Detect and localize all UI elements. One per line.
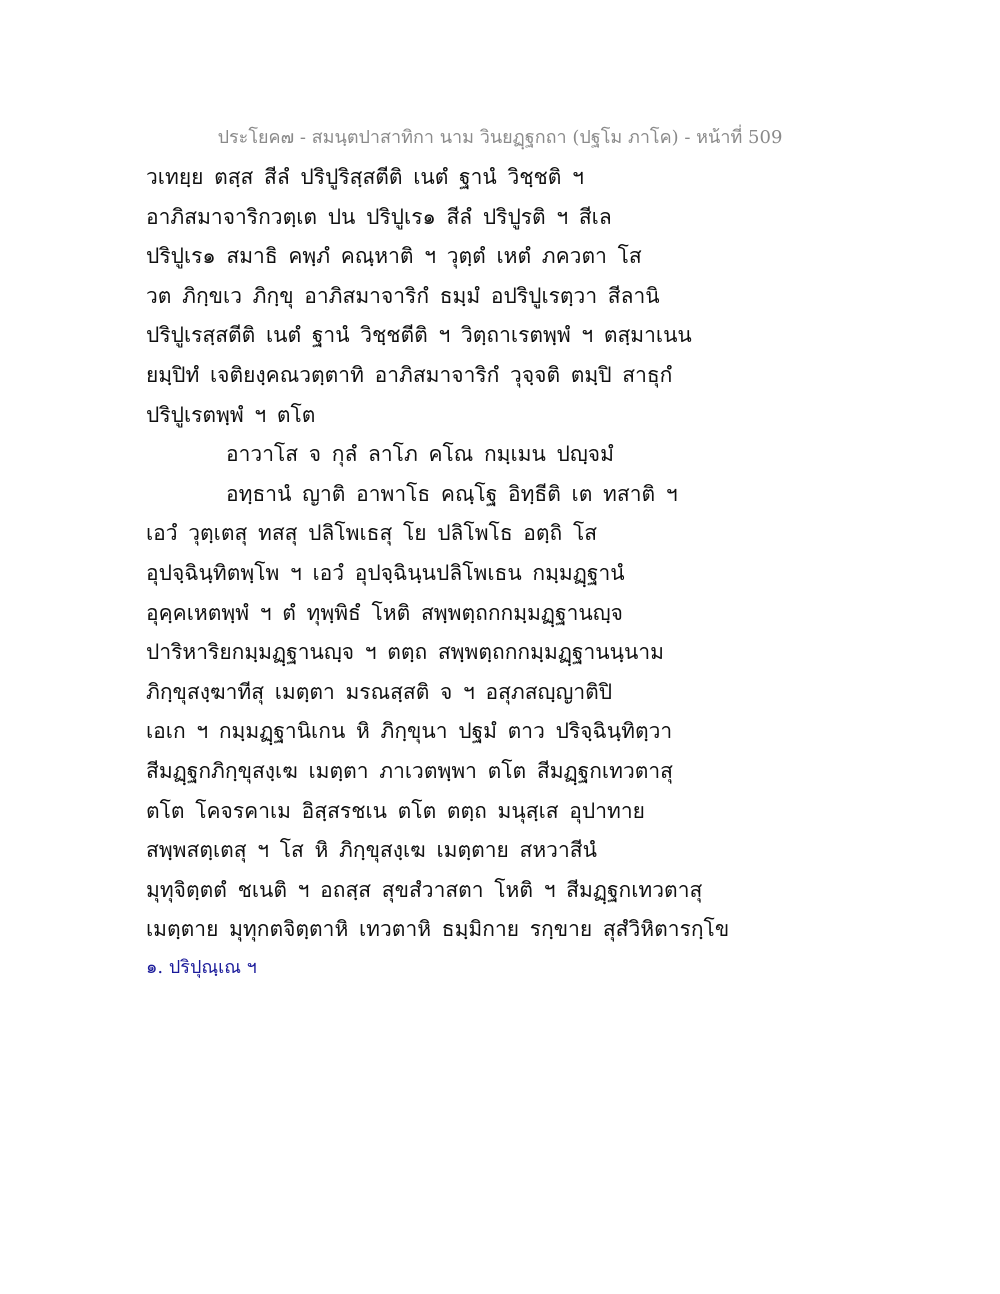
text-line: วต ภิกฺขเว ภิกฺขุ อาภิสมาจาริกํ ธมฺมํ อปริปูเรตฺวา สีลานิ: [146, 283, 660, 308]
text-line: มุทุจิตฺตตํ ชเนติ ฯ อถสฺส สุขสํวาสตา โหติ ฯ สีมฏฺฐกเทวตาสุ: [146, 877, 703, 902]
text-line: สพฺพสตฺเตสุ ฯ โส หิ ภิกฺขุสงฺเฆ เมตฺตาย สหวาสีนํ: [146, 838, 597, 863]
text-line: ปริปูเรตพฺพํ ฯ ตโต: [146, 402, 316, 427]
text-line: ปริปูเร๑ สมาธิ คพฺภํ คณฺหาติ ฯ วุตฺตํ เหตํ ภควตา โส: [146, 244, 642, 269]
text-line: เอวํ วุตฺเตสุ ทสสุ ปลิโพเธสุ โย ปลิโพโธ อตฺถิ โส: [146, 521, 598, 546]
text-line: ยมฺปิทํ เจติยงฺคณวตฺตาทิ อาภิสมาจาริกํ วุจฺจติ ตมฺปิ สาธุกํ: [146, 362, 673, 387]
page-header: ประโยค๗ - สมนฺตปาสาทิกา นาม วินยฏฺฐกถา (ปฐโม ภาโค) - หน้าที่ 509: [217, 127, 783, 148]
text-line: ตโต โคจรคาเม อิสฺสรชเน ตโต ตตฺถ มนุสฺเส อุปาทาย: [146, 798, 645, 823]
footnote: ๑. ปริปุณฺเณ ฯ: [146, 957, 257, 978]
text-line: เอเก ฯ กมฺมฏฺฐานิเกน หิ ภิกฺขุนา ปฐมํ ตาว ปริจฺฉินฺทิตฺวา: [146, 719, 673, 744]
text-line: ปาริหาริยกมฺมฏฺฐานญฺจ ฯ ตตฺถ สพฺพตฺถกกมฺมฏฺฐานนฺนาม: [146, 640, 665, 665]
body-text: [146, 158, 730, 950]
text-line: อาภิสมาจาริกวตฺเต ปน ปริปูเร๑ สีลํ ปริปูรติ ฯ สีเล: [146, 204, 612, 229]
verse-line: อทฺธานํ ญาติ อาพาโธ คณฺโฐ อิทฺธีติ เต ทสาติ ฯ: [226, 481, 678, 506]
text-line: ภิกฺขุสงฺฆาทีสุ เมตฺตา มรณสฺสติ จ ฯ อสุภสญฺญาติปิ: [146, 679, 613, 704]
text-line: เมตฺตาย มุทุกตจิตฺตาหิ เทวตาหิ ธมฺมิกาย รกฺขาย สุสํวิหิตารกฺโข: [146, 917, 730, 942]
text-line: สีมฏฺฐกภิกฺขุสงฺเฆ เมตฺตา ภาเวตพฺพา ตโต สีมฏฺฐกเทวตาสุ: [146, 758, 673, 783]
verse-line: อาวาโส จ กุลํ ลาโภ คโณ กมฺเมน ปญฺจมํ: [226, 442, 614, 467]
text-line: อุคฺคเหตพฺพํ ฯ ตํ ทุพฺพิธํ โหติ สพฺพตฺถกกมฺมฏฺฐานญฺจ: [146, 600, 623, 625]
text-line: อุปจฺฉินฺทิตพฺโพ ฯ เอวํ อุปจฺฉินฺนปลิโพเธน กมฺมฏฺฐานํ: [146, 560, 625, 585]
text-line: ปริปูเรสฺสตีติ เนตํ ฐานํ วิชฺชตีติ ฯ วิตฺถาเรตพฺพํ ฯ ตสฺมาเนน: [146, 323, 692, 348]
text-line: วเทยฺย ตสฺส สีลํ ปริปูริสฺสตีติ เนตํ ฐานํ วิชฺชติ ฯ: [146, 165, 584, 189]
